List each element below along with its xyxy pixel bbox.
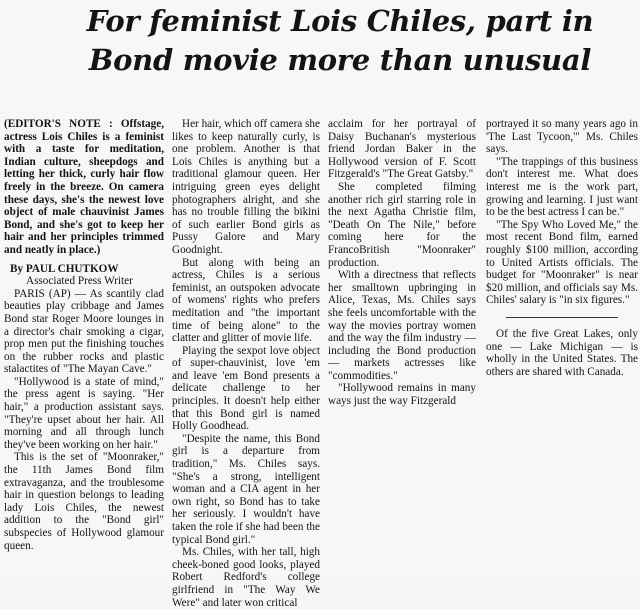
paragraph: "The Spy Who Loved Me," the most recent Bond film, earned roughly $100 million, according to United Artists officials. The budget for "Moonraker" is near $20 million, and officials say Ms. Chiles' salary is "in six figures."	[486, 218, 638, 307]
byline-agency: Associated Press Writer	[26, 275, 133, 288]
column-2	[172, 118, 320, 609]
headline-line-2: Bond movie more than unusual	[88, 43, 592, 77]
paragraph: "Despite the name, this Bond girl is a departure from tradition," Ms. Chiles says. "She's a strong, intelligent woman and a CIA agent in her own right, so Bond has to take her seriously. I wouldn't have taken the role if she had been the typical Bond girl."	[172, 432, 320, 546]
column-1	[4, 118, 164, 570]
paragraph: This is the set of "Moonraker," the 11th James Bond film extravaganza, and the troublesome hair in question belongs to leading lady Lois Chiles, the newest addition to the "Bond girl" subspecies of Hollywood glamour queen.	[4, 451, 164, 552]
paragraph: "Hollywood is a state of mind," the press agent is saying. "Her hair," a production assistant says. "They're upset about her hair. All morning and all through lunch they've been working on her hair."	[4, 375, 164, 451]
filler-item: Of the five Great Lakes, only one — Lake Michigan — is wholly in the United States. The others are shared with Canada.	[486, 327, 638, 378]
paragraph: PARIS (AP) — As scantily clad beauties play cribbage and James Bond star Roger Moore lounges in a director's chair smoking a cigar, prop men put the finishing touches on the rubber rocks and plastic stalactites of "The Mayan Cave."	[4, 287, 164, 376]
paragraph: acclaim for her portrayal of Daisy Buchanan's mysterious friend Jordan Baker in the Hollywood version of F. Scott Fitzgerald's "The Great Gatsby."	[328, 118, 476, 181]
byline: By PAUL CHUTKOW	[10, 262, 119, 275]
paragraph: Playing the sexpot love object of super-chauvinist, love 'em and leave 'em Bond presents a delicate challenge to her principles. It doesn't help either that this Bond girl is named Holly Goodhead.	[172, 344, 320, 433]
headline	[40, 2, 640, 80]
paragraph: With a directness that reflects her smalltown upbringing in Alice, Texas, Ms. Chiles says she feels uncomfortable with the way the movies portray women and the way the film industry — including the Bond production — markets actresses like "commodities."	[328, 269, 476, 382]
editors-note: (EDITOR'S NOTE : Offstage, actress Lois Chiles is a feminist with a taste for meditation, Indian culture, sheepdogs and letting her thick, curly hair flow freely in the breeze. On camera these days, she's the newest love object of male chauvinist James Bond, and she's got to keep her hair and her principles trimmed and neatly in place.)	[4, 118, 164, 256]
paragraph: She completed filming another rich girl starring role in the next Agatha Christie film, "Death On The Nile," before coming here for the FrancoBritish "Moonraker" production.	[328, 180, 476, 269]
article-columns	[4, 118, 638, 609]
column-4	[486, 118, 638, 570]
paragraph: But along with being an actress, Chiles is a serious feminist, an outspoken advocate of womens' rights who prefers meditation and "the important time of being alone" to the clatter and glitter of movie life.	[172, 256, 320, 345]
paragraph: Ms. Chiles, with her tall, high cheek-boned good looks, played Robert Redford's college girlfriend in "The Way We Were" and later won critical	[172, 546, 320, 609]
divider-rule	[506, 307, 618, 318]
paragraph: Her hair, which off camera she likes to keep naturally curly, is one problem. Another is that Lois Chiles is anything but a traditional glamour queen. Her intriguing green eyes delight photographers alright, and she has no trouble filling the bikini of such earlier Bond girls as Pussy Galore and Mary Goodnight.	[172, 118, 320, 256]
paragraph: "Hollywood remains in many ways just the way Fitzgerald	[328, 382, 476, 408]
paragraph: "The trappings of this business don't interest me. What does interest me is the work part, growing and learning. I just want to be the best actress I can be."	[486, 155, 638, 219]
paragraph: portrayed it so many years ago in 'The Last Tycoon,'" Ms. Chiles says.	[486, 118, 638, 156]
headline-line-1: For feminist Lois Chiles, part in	[86, 4, 594, 38]
column-3	[328, 118, 476, 570]
